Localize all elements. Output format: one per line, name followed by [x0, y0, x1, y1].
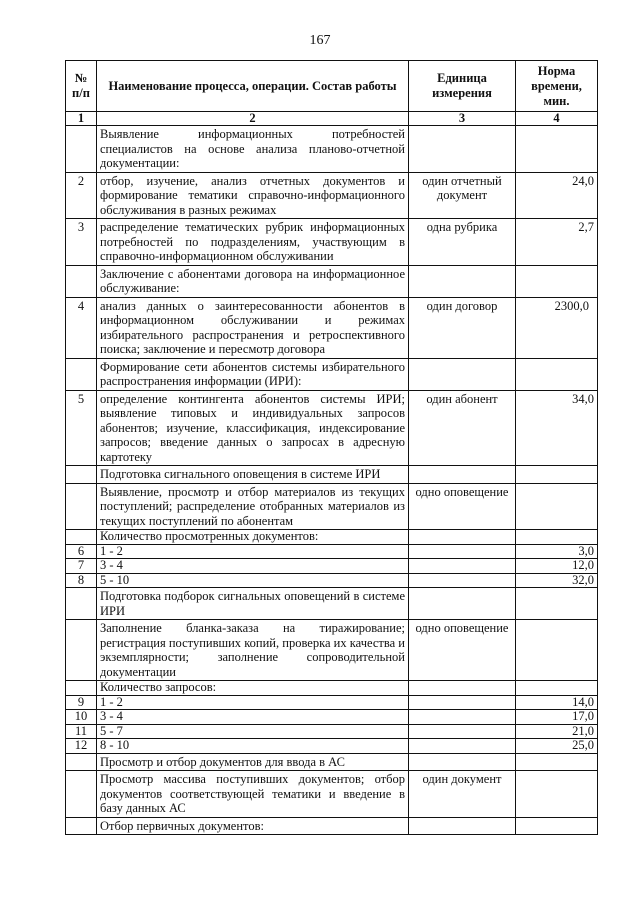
row-num: 7 — [66, 559, 97, 574]
row-unit — [409, 753, 516, 771]
row-text: распределение тематических рубрик информационных потребностей по подразделениям, участвующим в справочно-информационном обслуживании — [97, 219, 409, 266]
row-norm — [516, 358, 598, 390]
table-header-row — [66, 61, 598, 112]
row-norm — [516, 753, 598, 771]
header-norm: Норма времени, мин. — [516, 61, 598, 112]
table-row — [66, 297, 598, 358]
table-row — [66, 390, 598, 466]
column-number: 1 — [66, 112, 97, 126]
row-text: Формирование сети абонентов системы избирательного распространения информации (ИРИ): — [97, 358, 409, 390]
row-unit: одно оповещение — [409, 483, 516, 530]
row-unit — [409, 126, 516, 173]
row-num — [66, 753, 97, 771]
row-norm — [516, 126, 598, 173]
row-num: 10 — [66, 710, 97, 725]
row-norm: 14,0 — [516, 695, 598, 710]
row-unit: одно оповещение — [409, 620, 516, 681]
row-norm: 12,0 — [516, 559, 598, 574]
row-unit — [409, 559, 516, 574]
row-norm: 24,0 — [516, 172, 598, 219]
row-num — [66, 358, 97, 390]
row-unit — [409, 358, 516, 390]
row-unit: один отчетный документ — [409, 172, 516, 219]
row-text: Выявление, просмотр и отбор материалов из текущих поступлений; распределение отобранных материалов из текущих поступлений по абонентам — [97, 483, 409, 530]
row-num — [66, 681, 97, 696]
row-text: Подготовка подборок сигнальных оповещений в системе ИРИ — [97, 588, 409, 620]
table-row — [66, 620, 598, 681]
row-norm: 2,7 — [516, 219, 598, 266]
table-row — [66, 739, 598, 754]
row-text: Выявление информационных потребностей специалистов на основе анализа планово-отчетной документации: — [97, 126, 409, 173]
row-unit — [409, 588, 516, 620]
row-text: Заполнение бланка-заказа на тиражирование; регистрация поступивших копий, проверка их качества и экземплярности; заполнение сопроводительной документации — [97, 620, 409, 681]
row-norm — [516, 588, 598, 620]
row-num: 4 — [66, 297, 97, 358]
row-norm — [516, 771, 598, 818]
row-unit — [409, 530, 516, 545]
row-text: 1 - 2 — [97, 544, 409, 559]
row-text: анализ данных о заинтересованности абонентов в информационном обслуживании и режимах избирательного распространения и ретроспективного поиска; заключение и пересмотр договора — [97, 297, 409, 358]
column-number: 3 — [409, 112, 516, 126]
row-unit: одна рубрика — [409, 219, 516, 266]
row-norm: 21,0 — [516, 724, 598, 739]
row-unit: один абонент — [409, 390, 516, 466]
header-unit: Единица измерения — [409, 61, 516, 112]
row-text: 1 - 2 — [97, 695, 409, 710]
row-num — [66, 620, 97, 681]
row-norm — [516, 265, 598, 297]
row-text: 5 - 7 — [97, 724, 409, 739]
row-unit — [409, 681, 516, 696]
row-norm: 25,0 — [516, 739, 598, 754]
column-numbers-row — [66, 112, 598, 126]
row-num — [66, 771, 97, 818]
table-row — [66, 172, 598, 219]
table-row — [66, 753, 598, 771]
row-unit — [409, 817, 516, 835]
row-num — [66, 126, 97, 173]
row-unit: один договор — [409, 297, 516, 358]
row-unit — [409, 739, 516, 754]
row-num: 5 — [66, 390, 97, 466]
header-name: Наименование процесса, операции. Состав работы — [97, 61, 409, 112]
row-num: 9 — [66, 695, 97, 710]
row-norm: 3,0 — [516, 544, 598, 559]
table-row — [66, 559, 598, 574]
row-num — [66, 466, 97, 484]
row-unit — [409, 710, 516, 725]
table-row — [66, 466, 598, 484]
row-norm — [516, 817, 598, 835]
row-unit — [409, 695, 516, 710]
row-num: 11 — [66, 724, 97, 739]
row-norm: 2300,0 — [516, 297, 598, 358]
row-text: Подготовка сигнального оповещения в системе ИРИ — [97, 466, 409, 484]
table-row — [66, 573, 598, 588]
row-unit — [409, 265, 516, 297]
row-num — [66, 530, 97, 545]
row-text: 3 - 4 — [97, 710, 409, 725]
row-num: 3 — [66, 219, 97, 266]
row-unit — [409, 724, 516, 739]
row-text: Количество просмотренных документов: — [97, 530, 409, 545]
row-num: 6 — [66, 544, 97, 559]
row-text: Просмотр и отбор документов для ввода в АС — [97, 753, 409, 771]
row-norm: 32,0 — [516, 573, 598, 588]
row-text: Заключение с абонентами договора на информационное обслуживание: — [97, 265, 409, 297]
row-norm — [516, 681, 598, 696]
table-row — [66, 710, 598, 725]
row-num — [66, 265, 97, 297]
row-text: 3 - 4 — [97, 559, 409, 574]
row-unit — [409, 573, 516, 588]
row-text: определение контингента абонентов системы ИРИ; выявление типовых и индивидуальных запросов абонентов; изучение, классификация, индексирование запросов; введение данных о запросах в адресную картотеку — [97, 390, 409, 466]
table-row — [66, 771, 598, 818]
row-unit — [409, 544, 516, 559]
row-norm — [516, 483, 598, 530]
table-row — [66, 265, 598, 297]
row-norm: 17,0 — [516, 710, 598, 725]
table-row — [66, 817, 598, 835]
row-norm — [516, 530, 598, 545]
row-num — [66, 483, 97, 530]
row-text: 5 - 10 — [97, 573, 409, 588]
column-number: 4 — [516, 112, 598, 126]
table-row — [66, 126, 598, 173]
row-text: 8 - 10 — [97, 739, 409, 754]
table-row — [66, 358, 598, 390]
row-unit — [409, 466, 516, 484]
row-num — [66, 588, 97, 620]
table-row — [66, 588, 598, 620]
table-row — [66, 544, 598, 559]
row-num: 8 — [66, 573, 97, 588]
table-row — [66, 219, 598, 266]
row-unit: один документ — [409, 771, 516, 818]
column-number: 2 — [97, 112, 409, 126]
table-row — [66, 695, 598, 710]
row-norm: 34,0 — [516, 390, 598, 466]
row-norm — [516, 466, 598, 484]
page-number: 167 — [309, 33, 331, 48]
header-num: № п/п — [66, 61, 97, 112]
row-num: 12 — [66, 739, 97, 754]
row-num — [66, 817, 97, 835]
row-norm — [516, 620, 598, 681]
row-text: Отбор первичных документов: — [97, 817, 409, 835]
table-row — [66, 681, 598, 696]
row-text: Просмотр массива поступивших документов; отбор документов соответствующей тематики и введение в базу данных АС — [97, 771, 409, 818]
table-row — [66, 530, 598, 545]
row-num: 2 — [66, 172, 97, 219]
table-row — [66, 724, 598, 739]
row-text: отбор, изучение, анализ отчетных документов и формирование тематики справочно-информационного обслуживания в разных режимах — [97, 172, 409, 219]
table-row — [66, 483, 598, 530]
norms-table — [65, 60, 598, 835]
row-text: Количество запросов: — [97, 681, 409, 696]
